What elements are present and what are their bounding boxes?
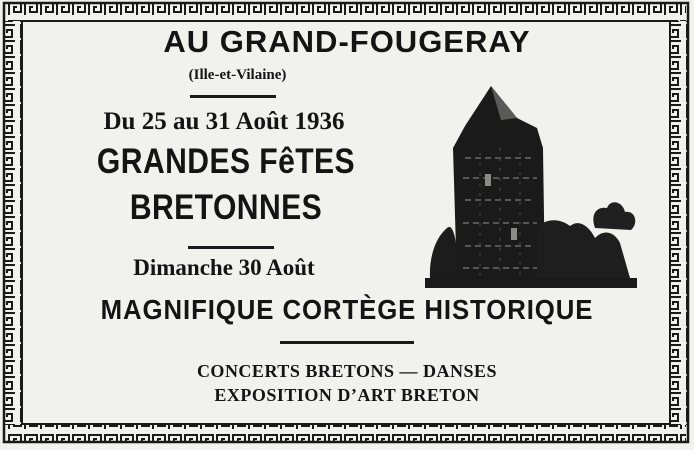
events-line-2: EXPOSITION D’ART BRETON xyxy=(214,385,480,405)
sunday-date: Dimanche 30 Août xyxy=(133,255,315,280)
town-title: AU GRAND-FOUGERAY xyxy=(163,24,531,59)
headline-line-2: BRETONNES xyxy=(129,188,323,227)
divider-rule xyxy=(190,95,276,98)
region-subtitle: (Ille-et-Vilaine) xyxy=(188,67,287,83)
divider-rule xyxy=(188,246,274,249)
festival-dates: Du 25 au 31 Août 1936 xyxy=(103,108,345,135)
castle-tower-icon xyxy=(425,78,640,293)
divider-rule xyxy=(280,341,414,344)
headline-line-1: GRANDES FêTES xyxy=(96,142,356,181)
events-line-1: CONCERTS BRETONS — DANSES xyxy=(196,361,498,381)
procession-announcement: MAGNIFIQUE CORTÈGE HISTORIQUE xyxy=(100,294,594,325)
